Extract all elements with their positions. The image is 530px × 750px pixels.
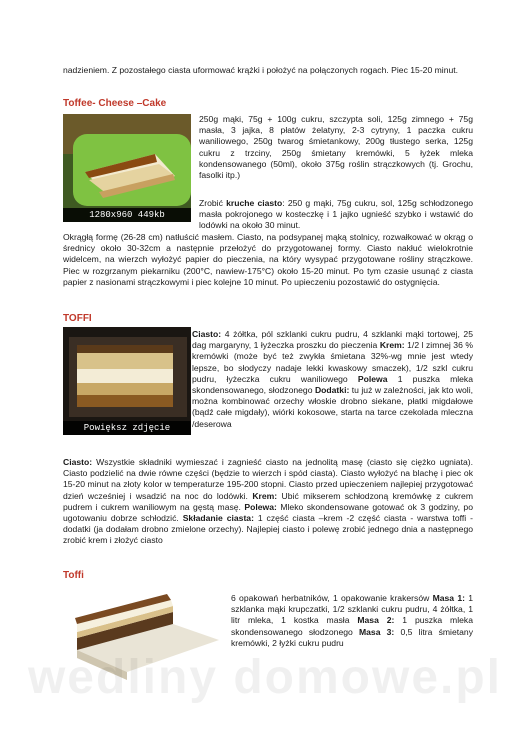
masa-3-ingredients: 0,5 litra śmietany kremówki, 2 łyżki cukru pudru bbox=[231, 626, 473, 648]
toffi-cake-illustration bbox=[63, 327, 191, 435]
crust-label: kruche ciasto bbox=[226, 198, 283, 208]
label-ciasto: Ciasto: bbox=[192, 329, 222, 339]
cheesecake-photo[interactable] bbox=[63, 114, 191, 222]
method-polewa: Mleko skondensowane gotować ok 3 godziny, po ugotowaniu dobrze schłodzić. bbox=[63, 501, 473, 524]
method-ciasto: Wszystkie składniki wymieszać i zagnieść ciasto na jednolitą masę (ciasto się ciężko ugniata). Ciasto podzielić na dwie równe części (będzie to wierzch i spód ciasta). Ciasto wyłożyć na blachę i piec ok 15-20 minut na złoty kolor w temperaturze 195-200 stopni. Ciasto przed upieczeniem najlepiej przygotować dzień wcześniej i wsadzić na noc do lodówki. bbox=[63, 457, 473, 501]
toffi-photo[interactable] bbox=[63, 327, 191, 435]
enlarge-photo-caption[interactable]: Powiększ zdjęcie bbox=[63, 421, 191, 435]
method-krem: Ubić mikserem schłodzoną kremówkę z cukrem pudrem i cukrem waniliowym na gęstą masę. bbox=[63, 490, 473, 512]
method-label-ciasto: Ciasto: bbox=[63, 457, 93, 467]
method-skladanie: 1 część ciasta –krem -2 część ciasta - warstwa toffi -dodatki (ja dodałam drobno zmielone orzechy). Najlepiej ciasto i polewę zrobić jednego dnia a następnego zrobić krem i złożyć ciasto bbox=[63, 513, 473, 546]
masa-2-ingredients: 1 puszka mleka skondensowanego słodzonego bbox=[231, 615, 473, 637]
section-title-toffi: TOFFI bbox=[63, 313, 92, 324]
cheesecake-illustration bbox=[63, 114, 191, 222]
method-label-krem: Krem: bbox=[252, 490, 278, 501]
section-title-toffee-cheese-cake: Toffee- Cheese –Cake bbox=[63, 98, 167, 109]
toffi-ingredients bbox=[192, 329, 473, 430]
method-label-skladanie: Składanie ciasta: bbox=[182, 513, 254, 524]
toffi-dodatki-ingredients: tu już w zależności, jak kto woli, można kombinować orzechy włoskie drobno siekane, płatki migdałowe (bądź całe migdały), wiórki kokosowe, starta na tarce czekolada mleczna /deserowa bbox=[192, 385, 473, 429]
label-dodatki: Dodatki: bbox=[314, 385, 350, 396]
cheesecake-ingredients: 250g mąki, 75g + 100g cukru, szczypta soli, 125g zimnego + 75g masła, 3 jajka, 8 płatów żelatyny, 2-3 cytryny, 1 paczka cukru waniliowego, 250g twarog śmietankowy, 200g tłustego serka, 125g cukru z trzciny, 250g śmietany kremówki, 5 łyżek mleka kondensowanego (50ml), około 375g roślin strączkowych (tj. Grochu, fasolki itp.) bbox=[199, 114, 473, 181]
crust-body: : 250 g mąki, 75g cukru, sol, 125g schłodzonego masła pokrojonego w kosteczkę i 1 jajko ugnieść szybko i wstawić do lodówki na około 30 minut. bbox=[199, 198, 474, 231]
label-krem: Krem: bbox=[379, 340, 405, 351]
label-masa-3: Masa 3: bbox=[358, 626, 395, 637]
method-label-polewa: Polewa: bbox=[244, 501, 277, 512]
cheesecake-crust-text bbox=[199, 198, 473, 232]
label-masa-2: Masa 2: bbox=[357, 615, 395, 626]
image-size-caption: 1280x960 449kb bbox=[63, 208, 191, 222]
toffi-method bbox=[63, 457, 473, 547]
watermark: wedliny domowe.pl bbox=[27, 651, 503, 704]
section-title-toffi-2: Toffi bbox=[63, 570, 84, 581]
toffi-2-base: 6 opakowań herbatników, 1 opakowanie krakersów bbox=[231, 593, 433, 603]
toffi-2-ingredients bbox=[231, 593, 473, 649]
cheesecake-method: Okrągłą formę (26-28 cm) natłuścić masłem. Ciasto, na podsypanej mąką stolnicy, rozwałkować w okrąg o średnicy około 30-32cm a następnie przełożyć do przygotowanej formy. Ciasto nakłuć wielokrotnie widelcem, na wierzch wyłożyć papier do pieczenia, na który wysypać przygotowane rośliny strączkowe. Piec w rozgrzanym piekarniku (200°C, nawiew-175°C) około 15-20 minut. Po tym czasie usunąć z ciasta papier z nasionami strączkowymi i piec kolejne 10 minut. Po upieczeniu pozostawić do ostygnięcia. bbox=[63, 232, 473, 287]
crust-pre: Zrobić bbox=[199, 198, 223, 208]
label-masa-1: Masa 1: bbox=[432, 593, 465, 603]
label-polewa: Polewa bbox=[357, 373, 388, 384]
toffi-ciasto-ingredients: 4 żółtka, pól szklanki cukru pudru, 4 szklanki mąki tortowej, 25 dag margaryny, 1 łyżeczka proszku do pieczenia bbox=[192, 329, 473, 351]
masa-1-ingredients: 1 szklanka mąki krupczatki, 1/2 szklanki cukru pudru, 4 żółtka, 1 litr mleka, 1 kostka masła bbox=[231, 593, 474, 626]
toffi-krem-ingredients: 1/2 l zimnej 36 % kremówki (może być też zwykła śmietana 32%-wg mnie jest wtedy lepsze, bo słodyczy nadaje lekki kwaskowy smaczek), 1/2 szkl cukru pudru, łyżeczka cukru waniliowego bbox=[192, 340, 473, 384]
toffi-polewa-ingredients: 1 puszka mleka skondensowanego, słodzonego bbox=[192, 373, 473, 396]
intro-paragraph: nadzieniem. Z pozostałego ciasta uformować krążki i położyć na połączonych rogach. Piec 15-20 minut. bbox=[63, 65, 459, 75]
